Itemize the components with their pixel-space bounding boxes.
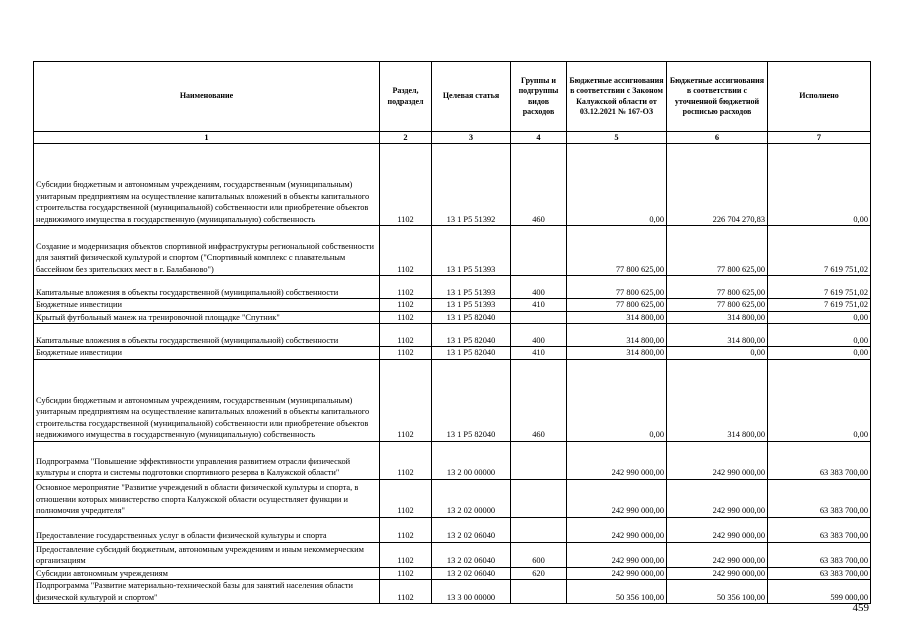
header-executed: Исполнено — [768, 62, 871, 132]
row-group: 410 — [511, 347, 567, 360]
row-section: 1102 — [380, 517, 432, 542]
table-row — [34, 567, 871, 580]
row-target: 13 3 00 00000 — [432, 580, 511, 604]
column-number: 5 — [567, 132, 667, 144]
row-section: 1102 — [380, 144, 432, 226]
column-number: 7 — [768, 132, 871, 144]
column-number-row — [34, 132, 871, 144]
row-law-allocation: 0,00 — [567, 359, 667, 441]
column-number: 6 — [667, 132, 768, 144]
row-plan-allocation: 77 800 625,00 — [667, 276, 768, 299]
header-target: Целевая статья — [432, 62, 511, 132]
row-law-allocation: 0,00 — [567, 144, 667, 226]
table-row — [34, 542, 871, 567]
table-row — [34, 517, 871, 542]
row-target: 13 1 P5 82040 — [432, 347, 511, 360]
row-executed: 7 619 751,02 — [768, 226, 871, 276]
row-executed: 599 000,00 — [768, 580, 871, 604]
row-plan-allocation: 50 356 100,00 — [667, 580, 768, 604]
row-group — [511, 580, 567, 604]
row-target: 13 1 P5 51393 — [432, 226, 511, 276]
row-section: 1102 — [380, 347, 432, 360]
row-executed: 0,00 — [768, 347, 871, 360]
row-executed: 0,00 — [768, 359, 871, 441]
row-plan-allocation: 242 990 000,00 — [667, 441, 768, 479]
row-name: Подпрограмма "Повышение эффективности управления развитием отрасли физической культуры и спорта и системы подготовки спортивного резерва в Калужской области" — [34, 441, 380, 479]
row-executed: 7 619 751,02 — [768, 276, 871, 299]
row-target: 13 2 02 00000 — [432, 479, 511, 517]
row-executed: 63 383 700,00 — [768, 542, 871, 567]
row-section: 1102 — [380, 479, 432, 517]
header-section: Раздел, подраздел — [380, 62, 432, 132]
row-group — [511, 226, 567, 276]
table-row — [34, 347, 871, 360]
row-target: 13 2 00 00000 — [432, 441, 511, 479]
row-law-allocation: 242 990 000,00 — [567, 542, 667, 567]
row-plan-allocation: 242 990 000,00 — [667, 479, 768, 517]
table-row — [34, 441, 871, 479]
row-plan-allocation: 314 800,00 — [667, 359, 768, 441]
row-target: 13 1 P5 51392 — [432, 144, 511, 226]
header-plan-allocation: Бюджетные ассигнования в соответствии с уточненной бюджетной росписью расходов — [667, 62, 768, 132]
row-executed: 0,00 — [768, 324, 871, 347]
header-name: Наименование — [34, 62, 380, 132]
table-row — [34, 311, 871, 324]
row-executed: 63 383 700,00 — [768, 517, 871, 542]
table-row — [34, 226, 871, 276]
row-plan-allocation: 242 990 000,00 — [667, 567, 768, 580]
row-target: 13 1 P5 82040 — [432, 311, 511, 324]
row-section: 1102 — [380, 580, 432, 604]
row-group — [511, 479, 567, 517]
row-group — [511, 441, 567, 479]
row-section: 1102 — [380, 226, 432, 276]
row-executed: 63 383 700,00 — [768, 441, 871, 479]
row-section: 1102 — [380, 542, 432, 567]
row-law-allocation: 242 990 000,00 — [567, 479, 667, 517]
table-body — [34, 144, 871, 604]
row-law-allocation: 77 800 625,00 — [567, 276, 667, 299]
row-law-allocation: 242 990 000,00 — [567, 441, 667, 479]
row-name: Подпрограмма "Развитие материально-технической базы для занятий населения области физической культурой и спортом" — [34, 580, 380, 604]
row-section: 1102 — [380, 441, 432, 479]
row-name: Субсидии бюджетным и автономным учреждениям, государственным (муниципальным) унитарным предприятиям на осуществление капитальных вложений в объекты капитального строительства государственной (муниципальной) собственности или приобретение объектов недвижимого имущества в государственную (муниципальную) собственность — [34, 359, 380, 441]
row-name: Капитальные вложения в объекты государственной (муниципальной) собственности — [34, 324, 380, 347]
header-law-allocation: Бюджетные ассигнования в соответствии с Законом Калужской области от 03.12.2021 № 167-ОЗ — [567, 62, 667, 132]
column-number: 4 — [511, 132, 567, 144]
row-section: 1102 — [380, 299, 432, 312]
row-name: Основное мероприятие "Развитие учреждений в области физической культуры и спорта, в отношении которых министерство спорта Калужской области осуществляет функции и полномочия учредителя" — [34, 479, 380, 517]
row-plan-allocation: 77 800 625,00 — [667, 299, 768, 312]
row-executed: 63 383 700,00 — [768, 567, 871, 580]
row-law-allocation: 50 356 100,00 — [567, 580, 667, 604]
row-group: 400 — [511, 276, 567, 299]
row-plan-allocation: 314 800,00 — [667, 311, 768, 324]
row-name: Создание и модернизация объектов спортивной инфраструктуры региональной собственности для занятий физической культурой и спортом ("Спортивный комплекс с плавательным бассейном без зрительских мест в г. Балабаново") — [34, 226, 380, 276]
row-group: 600 — [511, 542, 567, 567]
row-law-allocation: 242 990 000,00 — [567, 567, 667, 580]
column-number: 2 — [380, 132, 432, 144]
row-law-allocation: 242 990 000,00 — [567, 517, 667, 542]
row-group: 460 — [511, 359, 567, 441]
table-row — [34, 324, 871, 347]
table-row — [34, 359, 871, 441]
row-name: Субсидии бюджетным и автономным учреждениям, государственным (муниципальным) унитарным предприятиям на осуществление капитальных вложений в объекты капитального строительства государственной (муниципальной) собственности или приобретение объектов недвижимого имущества в государственную (муниципальную) собственность — [34, 144, 380, 226]
row-executed: 63 383 700,00 — [768, 479, 871, 517]
row-plan-allocation: 242 990 000,00 — [667, 517, 768, 542]
row-group — [511, 517, 567, 542]
row-law-allocation: 77 800 625,00 — [567, 299, 667, 312]
row-target: 13 1 P5 82040 — [432, 359, 511, 441]
row-target: 13 2 02 06040 — [432, 542, 511, 567]
row-section: 1102 — [380, 311, 432, 324]
header-group: Группы и подгруппы видов расходов — [511, 62, 567, 132]
row-executed: 0,00 — [768, 144, 871, 226]
row-executed: 0,00 — [768, 311, 871, 324]
row-plan-allocation: 242 990 000,00 — [667, 542, 768, 567]
row-section: 1102 — [380, 276, 432, 299]
row-name: Предоставление государственных услуг в области физической культуры и спорта — [34, 517, 380, 542]
row-plan-allocation: 0,00 — [667, 347, 768, 360]
row-name: Бюджетные инвестиции — [34, 347, 380, 360]
row-section: 1102 — [380, 359, 432, 441]
row-name: Предоставление субсидий бюджетным, автономным учреждениям и иным некоммерческим организациям — [34, 542, 380, 567]
row-law-allocation: 314 800,00 — [567, 311, 667, 324]
row-target: 13 2 02 06040 — [432, 567, 511, 580]
row-group: 410 — [511, 299, 567, 312]
row-law-allocation: 314 800,00 — [567, 347, 667, 360]
row-executed: 7 619 751,02 — [768, 299, 871, 312]
table-row — [34, 144, 871, 226]
page-number: 459 — [852, 602, 869, 614]
row-plan-allocation: 77 800 625,00 — [667, 226, 768, 276]
row-group: 620 — [511, 567, 567, 580]
row-group — [511, 311, 567, 324]
row-target: 13 1 P5 82040 — [432, 324, 511, 347]
table-row — [34, 276, 871, 299]
row-law-allocation: 314 800,00 — [567, 324, 667, 347]
row-target: 13 1 P5 51393 — [432, 299, 511, 312]
row-plan-allocation: 314 800,00 — [667, 324, 768, 347]
row-name: Бюджетные инвестиции — [34, 299, 380, 312]
row-group: 400 — [511, 324, 567, 347]
row-target: 13 1 P5 51393 — [432, 276, 511, 299]
row-group: 460 — [511, 144, 567, 226]
row-section: 1102 — [380, 567, 432, 580]
row-plan-allocation: 226 704 270,83 — [667, 144, 768, 226]
table-row — [34, 299, 871, 312]
header-row — [34, 62, 871, 132]
row-name: Крытый футбольный манеж на тренировочной площадке "Спутник" — [34, 311, 380, 324]
column-number: 1 — [34, 132, 380, 144]
table-row — [34, 479, 871, 517]
column-number: 3 — [432, 132, 511, 144]
budget-execution-table — [33, 61, 871, 604]
row-section: 1102 — [380, 324, 432, 347]
table-row — [34, 580, 871, 604]
row-name: Субсидии автономным учреждениям — [34, 567, 380, 580]
row-name: Капитальные вложения в объекты государственной (муниципальной) собственности — [34, 276, 380, 299]
row-target: 13 2 02 06040 — [432, 517, 511, 542]
row-law-allocation: 77 800 625,00 — [567, 226, 667, 276]
